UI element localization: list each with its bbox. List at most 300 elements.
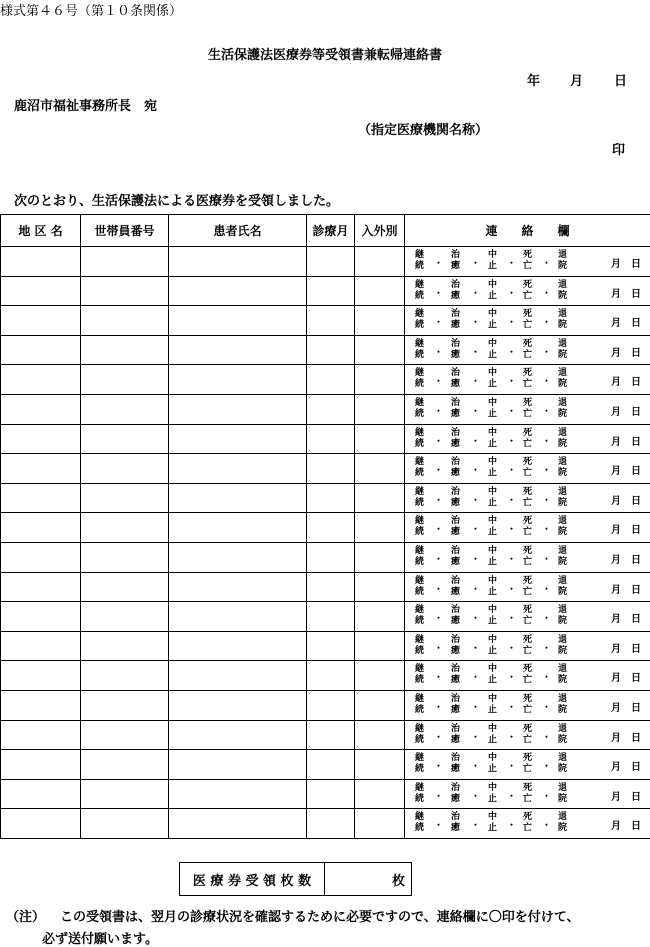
contact-cell[interactable] [405,690,650,720]
household-number-cell[interactable] [81,690,169,720]
month-day-label: 月 日 [611,699,641,714]
status-option[interactable] [488,576,497,598]
note-text-line2: 必ず送付願います。 [42,928,158,947]
contact-cell[interactable] [405,661,650,691]
status-option[interactable] [558,516,567,538]
status-option[interactable] [451,339,460,361]
status-option[interactable] [415,398,424,420]
status-option[interactable] [558,724,567,746]
status-option[interactable] [415,457,424,479]
status-option[interactable] [488,250,497,272]
household-number-cell[interactable] [81,572,169,602]
status-char-bottom: 止 [488,439,497,450]
status-option[interactable] [523,457,532,479]
separator-dot: ・ [507,286,516,299]
district-cell[interactable] [1,720,81,750]
contact-cell[interactable] [405,750,650,780]
status-option[interactable] [415,339,424,361]
separator-dot: ・ [507,818,516,831]
status-option[interactable] [451,812,460,834]
status-option[interactable] [451,753,460,775]
treatment-month-cell[interactable] [307,602,355,632]
status-option[interactable] [523,368,532,390]
patient-name-cell[interactable] [169,750,307,780]
status-option[interactable] [488,605,497,627]
contact-cell[interactable] [405,602,650,632]
contact-cell[interactable] [405,542,650,572]
status-option[interactable] [558,398,567,420]
status-option[interactable] [558,635,567,657]
status-option[interactable] [523,339,532,361]
status-option[interactable] [558,753,567,775]
month-day-label: 月 日 [611,729,641,744]
treatment-month-cell[interactable] [307,365,355,395]
status-option[interactable] [488,428,497,450]
treatment-month-cell[interactable] [307,809,355,839]
month-day-label: 月 日 [611,581,641,596]
status-option[interactable] [488,635,497,657]
inout-cell[interactable] [355,602,405,632]
treatment-month-cell[interactable] [307,572,355,602]
inout-cell[interactable] [355,631,405,661]
contact-cell[interactable] [405,809,650,839]
status-option[interactable] [523,753,532,775]
status-char-top: 中 [488,309,497,320]
separator-dot: ・ [542,315,551,328]
status-option[interactable] [558,605,567,627]
separator-dot: ・ [471,286,480,299]
contact-cell[interactable] [405,513,650,543]
status-char-top: 治 [451,280,460,291]
patient-name-cell[interactable] [169,809,307,839]
status-char-bottom: 続 [415,794,424,805]
separator-dot: ・ [507,670,516,683]
status-char-bottom: 癒 [451,468,460,479]
status-option[interactable] [488,516,497,538]
status-option[interactable] [523,428,532,450]
separator-dot: ・ [542,286,551,299]
contact-cell[interactable] [405,276,650,306]
inout-cell[interactable] [355,365,405,395]
inout-cell[interactable] [355,513,405,543]
inout-cell[interactable] [355,306,405,336]
status-option[interactable] [523,280,532,302]
inout-cell[interactable] [355,542,405,572]
status-option[interactable] [558,280,567,302]
status-option[interactable] [415,428,424,450]
contact-cell[interactable] [405,424,650,454]
separator-dot: ・ [507,641,516,654]
contact-cell[interactable] [405,779,650,809]
separator-dot: ・ [542,345,551,358]
separator-dot: ・ [507,374,516,387]
status-option[interactable] [488,487,497,509]
household-number-cell[interactable] [81,483,169,513]
status-option[interactable] [488,398,497,420]
patient-name-cell[interactable] [169,247,307,277]
status-char-top: 中 [488,605,497,616]
district-cell[interactable] [1,424,81,454]
status-option[interactable] [415,280,424,302]
status-option[interactable] [523,398,532,420]
inout-cell[interactable] [355,276,405,306]
status-option[interactable] [558,546,567,568]
patient-name-cell[interactable] [169,306,307,336]
household-number-cell[interactable] [81,513,169,543]
status-char-bottom: 院 [558,409,567,420]
table-row [1,394,650,424]
treatment-month-cell[interactable] [307,483,355,513]
status-char-bottom: 院 [558,350,567,361]
patient-name-cell[interactable] [169,720,307,750]
inout-cell[interactable] [355,454,405,484]
contact-cell[interactable] [405,454,650,484]
table-row [1,454,650,484]
status-option[interactable] [451,398,460,420]
month-day-label: 月 日 [611,817,641,832]
table-row [1,602,650,632]
status-option[interactable] [523,664,532,686]
status-option[interactable] [558,487,567,509]
status-option[interactable] [488,753,497,775]
treatment-month-cell[interactable] [307,335,355,365]
household-number-cell[interactable] [81,602,169,632]
separator-dot: ・ [471,256,480,269]
status-option[interactable] [451,546,460,568]
inout-cell[interactable] [355,690,405,720]
status-option[interactable] [558,428,567,450]
table-row [1,690,650,720]
status-char-top: 継 [415,487,424,498]
patient-name-cell[interactable] [169,483,307,513]
household-number-cell[interactable] [81,779,169,809]
household-number-cell[interactable] [81,306,169,336]
patient-name-cell[interactable] [169,779,307,809]
district-cell[interactable] [1,454,81,484]
status-option[interactable] [415,783,424,805]
status-option[interactable] [451,635,460,657]
status-char-bottom: 続 [415,675,424,686]
header-district: 地 区 名 [1,215,81,247]
status-option[interactable] [415,694,424,716]
inout-cell[interactable] [355,809,405,839]
household-number-cell[interactable] [81,365,169,395]
status-option[interactable] [488,694,497,716]
district-cell[interactable] [1,483,81,513]
status-char-bottom: 続 [415,735,424,746]
status-option[interactable] [523,487,532,509]
month-day-label: 月 日 [611,551,641,566]
inout-cell[interactable] [355,661,405,691]
status-char-bottom: 亡 [523,439,532,450]
status-char-bottom: 亡 [523,320,532,331]
contact-cell[interactable] [405,247,650,277]
table-row [1,542,650,572]
status-char-top: 死 [523,753,532,764]
treatment-month-cell[interactable] [307,454,355,484]
district-cell[interactable] [1,335,81,365]
household-number-cell[interactable] [81,424,169,454]
status-option[interactable] [415,724,424,746]
status-option[interactable] [523,309,532,331]
status-char-bottom: 止 [488,823,497,834]
addressee: 鹿沼市福祉事務所長 宛 [14,95,157,114]
status-option[interactable] [415,250,424,272]
status-option[interactable] [523,516,532,538]
district-cell[interactable] [1,631,81,661]
table-row [1,661,650,691]
status-option[interactable] [451,280,460,302]
month-day-label: 月 日 [611,373,641,388]
status-option[interactable] [523,250,532,272]
status-char-bottom: 続 [415,527,424,538]
district-cell[interactable] [1,306,81,336]
household-number-cell[interactable] [81,661,169,691]
status-option[interactable] [488,339,497,361]
status-option[interactable] [523,694,532,716]
status-option[interactable] [451,457,460,479]
status-option[interactable] [488,724,497,746]
district-cell[interactable] [1,690,81,720]
treatment-month-cell[interactable] [307,394,355,424]
status-char-top: 中 [488,546,497,557]
status-option[interactable] [415,635,424,657]
status-char-top: 死 [523,339,532,350]
district-cell[interactable] [1,602,81,632]
district-cell[interactable] [1,394,81,424]
patient-name-cell[interactable] [169,690,307,720]
contact-cell[interactable] [405,306,650,336]
status-char-bottom: 癒 [451,735,460,746]
status-char-top: 中 [488,339,497,350]
status-char-top: 死 [523,280,532,291]
treatment-month-cell[interactable] [307,276,355,306]
status-option[interactable] [415,368,424,390]
month-day-label: 月 日 [611,640,641,655]
household-number-cell[interactable] [81,809,169,839]
status-option[interactable] [488,280,497,302]
status-option[interactable] [415,664,424,686]
status-option[interactable] [451,428,460,450]
patient-name-cell[interactable] [169,365,307,395]
status-option[interactable] [451,487,460,509]
status-option[interactable] [451,694,460,716]
status-char-bottom: 続 [415,616,424,627]
household-number-cell[interactable] [81,276,169,306]
status-option[interactable] [415,605,424,627]
contact-cell[interactable] [405,631,650,661]
status-char-top: 中 [488,457,497,468]
status-char-bottom: 亡 [523,527,532,538]
status-option[interactable] [558,812,567,834]
status-option[interactable] [488,546,497,568]
patient-name-cell[interactable] [169,394,307,424]
household-number-cell[interactable] [81,394,169,424]
treatment-month-cell[interactable] [307,247,355,277]
contact-cell[interactable] [405,394,650,424]
status-option[interactable] [523,783,532,805]
status-option[interactable] [558,783,567,805]
treatment-month-cell[interactable] [307,542,355,572]
status-option[interactable] [558,576,567,598]
status-option[interactable] [488,783,497,805]
treatment-month-cell[interactable] [307,661,355,691]
contact-cell[interactable] [405,365,650,395]
patient-name-cell[interactable] [169,424,307,454]
district-cell[interactable] [1,750,81,780]
patient-name-cell[interactable] [169,335,307,365]
patient-name-cell[interactable] [169,572,307,602]
contact-cell[interactable] [405,720,650,750]
status-char-bottom: 院 [558,468,567,479]
note-label: （注） [6,906,45,925]
treatment-month-cell[interactable] [307,779,355,809]
table-row [1,631,650,661]
status-option[interactable] [415,812,424,834]
status-char-bottom: 亡 [523,409,532,420]
district-cell[interactable] [1,247,81,277]
treatment-month-cell[interactable] [307,631,355,661]
status-option[interactable] [415,576,424,598]
status-option[interactable] [415,516,424,538]
household-number-cell[interactable] [81,542,169,572]
patient-name-cell[interactable] [169,454,307,484]
contact-cell[interactable] [405,483,650,513]
status-option[interactable] [488,309,497,331]
household-number-cell[interactable] [81,750,169,780]
inout-cell[interactable] [355,572,405,602]
contact-cell[interactable] [405,572,650,602]
status-option[interactable] [488,457,497,479]
form-number: 様式第４６号（第１０条関係） [0,0,182,19]
month-day-label: 月 日 [611,669,641,684]
table-row [1,750,650,780]
status-option[interactable] [558,339,567,361]
status-char-top: 退 [558,398,567,409]
district-cell[interactable] [1,779,81,809]
district-cell[interactable] [1,661,81,691]
status-char-bottom: 院 [558,261,567,272]
household-number-cell[interactable] [81,720,169,750]
separator-dot: ・ [471,404,480,417]
status-option[interactable] [523,546,532,568]
separator-dot: ・ [471,345,480,358]
separator-dot: ・ [434,345,443,358]
status-char-bottom: 続 [415,439,424,450]
status-option[interactable] [451,783,460,805]
contact-cell[interactable] [405,335,650,365]
status-option[interactable] [415,487,424,509]
household-number-cell[interactable] [81,247,169,277]
district-cell[interactable] [1,809,81,839]
patient-name-cell[interactable] [169,542,307,572]
status-option[interactable] [523,724,532,746]
status-char-bottom: 続 [415,409,424,420]
status-option[interactable] [451,250,460,272]
status-option[interactable] [451,576,460,598]
status-option[interactable] [558,368,567,390]
status-char-top: 中 [488,753,497,764]
district-cell[interactable] [1,513,81,543]
status-option[interactable] [451,309,460,331]
status-option[interactable] [451,724,460,746]
status-option[interactable] [488,812,497,834]
status-char-top: 継 [415,576,424,587]
inout-cell[interactable] [355,394,405,424]
treatment-month-cell[interactable] [307,750,355,780]
inout-cell[interactable] [355,750,405,780]
district-cell[interactable] [1,276,81,306]
patient-name-cell[interactable] [169,661,307,691]
treatment-month-cell[interactable] [307,720,355,750]
status-option[interactable] [415,309,424,331]
status-option[interactable] [523,605,532,627]
separator-dot: ・ [434,641,443,654]
status-option[interactable] [451,605,460,627]
household-number-cell[interactable] [81,335,169,365]
separator-dot: ・ [542,493,551,506]
status-option[interactable] [451,664,460,686]
patient-name-cell[interactable] [169,602,307,632]
status-char-top: 死 [523,516,532,527]
status-char-top: 中 [488,250,497,261]
status-option[interactable] [523,812,532,834]
status-option[interactable] [488,664,497,686]
status-option[interactable] [451,516,460,538]
patient-name-cell[interactable] [169,631,307,661]
status-option[interactable] [523,635,532,657]
status-option[interactable] [415,546,424,568]
patient-name-cell[interactable] [169,513,307,543]
status-char-bottom: 続 [415,764,424,775]
district-cell[interactable] [1,572,81,602]
inout-cell[interactable] [355,483,405,513]
status-option[interactable] [558,309,567,331]
inout-cell[interactable] [355,424,405,454]
status-char-top: 退 [558,339,567,350]
status-option[interactable] [415,753,424,775]
inout-cell[interactable] [355,335,405,365]
status-char-bottom: 亡 [523,675,532,686]
district-cell[interactable] [1,542,81,572]
inout-cell[interactable] [355,720,405,750]
status-option[interactable] [558,664,567,686]
status-option[interactable] [488,368,497,390]
inout-cell[interactable] [355,247,405,277]
status-char-bottom: 癒 [451,616,460,627]
separator-dot: ・ [542,522,551,535]
treatment-month-cell[interactable] [307,690,355,720]
household-number-cell[interactable] [81,454,169,484]
treatment-month-cell[interactable] [307,306,355,336]
treatment-month-cell[interactable] [307,513,355,543]
status-option[interactable] [558,457,567,479]
separator-dot: ・ [434,759,443,772]
status-char-bottom: 癒 [451,764,460,775]
inout-cell[interactable] [355,779,405,809]
patient-name-cell[interactable] [169,276,307,306]
district-cell[interactable] [1,365,81,395]
ticket-count-field[interactable] [325,863,412,896]
status-option[interactable] [558,694,567,716]
status-option[interactable] [558,250,567,272]
separator-dot: ・ [507,404,516,417]
status-option[interactable] [523,576,532,598]
receipt-table [0,214,650,839]
status-option[interactable] [451,368,460,390]
treatment-month-cell[interactable] [307,424,355,454]
household-number-cell[interactable] [81,631,169,661]
